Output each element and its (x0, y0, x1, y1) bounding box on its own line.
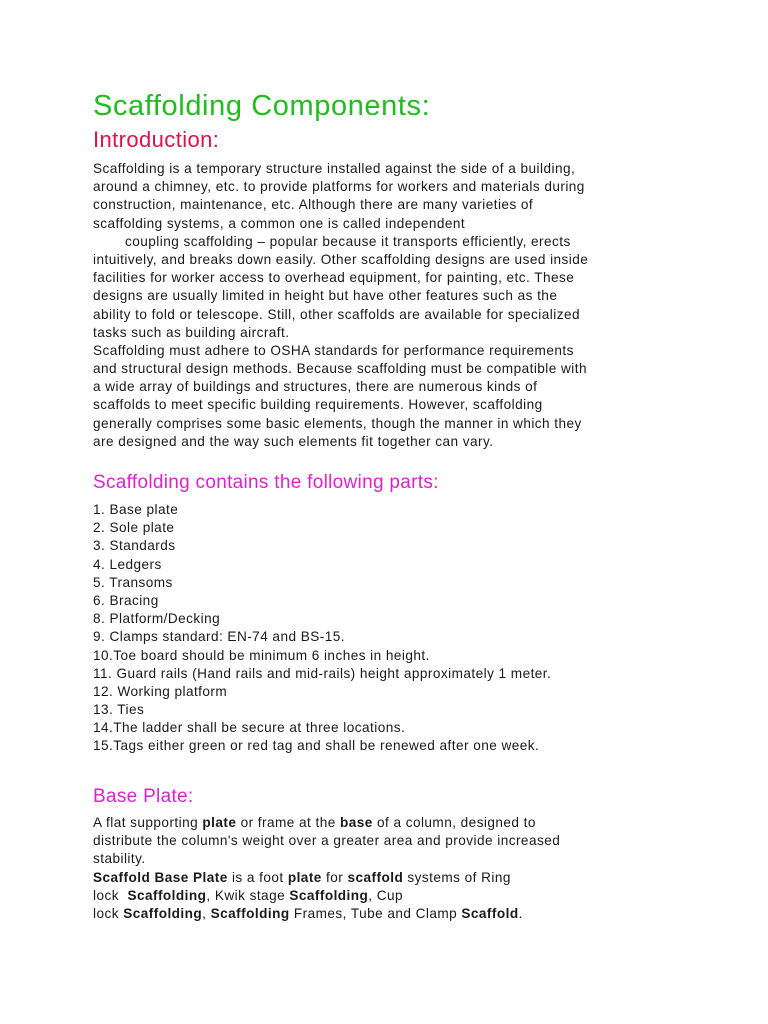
text-run: lock (93, 887, 128, 903)
list-item: 5. Transoms (93, 574, 173, 590)
intro-line: ability to fold or telescope. Still, other scaffolds are available for specialized (93, 306, 580, 322)
list-item: 3. Standards (93, 538, 176, 554)
base-plate-line (93, 887, 683, 905)
list-item: 1. Base plate (93, 502, 179, 517)
list-item: 15.Tags either green or red tag and shall be renewed after one week. (93, 738, 540, 754)
parts-list (93, 501, 683, 756)
text-run: . (518, 905, 523, 921)
text-run: lock (93, 905, 124, 921)
bold-run: Scaffolding (127, 887, 207, 903)
bold-run: plate (287, 869, 322, 885)
intro-line: scaffolds to meet specific building requirements. However, scaffolding (93, 397, 543, 413)
parts-heading: Scaffolding contains the following parts: (93, 472, 439, 493)
intro-line: designs are usually limited in height but have other features such as the (93, 288, 558, 304)
introduction-heading: Introduction: (93, 127, 220, 152)
intro-line: around a chimney, etc. to provide platforms for workers and materials during (93, 179, 585, 195)
text-run: systems of Ring (403, 869, 511, 885)
text-run: Frames, Tube and Clamp (289, 905, 462, 921)
text-run: of a column, designed to (372, 815, 536, 830)
intro-line: tasks such as building aircraft. (93, 324, 290, 340)
text-run: , Kwik stage (206, 887, 290, 903)
list-item: 8. Platform/Decking (93, 611, 221, 627)
bold-run: Scaffolding (210, 905, 290, 921)
base-plate-line: distribute the column's weight over a greater area and provide increased (93, 833, 561, 849)
list-item: 6. Bracing (93, 592, 159, 608)
bold-run: Scaffolding (123, 905, 203, 921)
list-item: 4. Ledgers (93, 556, 162, 572)
list-item: 14.The ladder shall be secure at three locations. (93, 720, 406, 736)
intro-line: a wide array of buildings and structures, there are numerous kinds of (93, 379, 538, 395)
document-title: Scaffolding Components: (93, 90, 431, 122)
bold-run: Scaffolding (289, 887, 369, 903)
intro-line: Scaffolding is a temporary structure installed against the side of a building, (93, 161, 576, 176)
list-item: 10.Toe board should be minimum 6 inches in height. (93, 647, 430, 663)
bold-run: Scaffold Base Plate (93, 869, 228, 885)
text-run: , Cup (368, 887, 404, 903)
introduction-text (93, 160, 683, 451)
list-item: 13. Ties (93, 702, 145, 718)
base-plate-line: stability. (93, 851, 146, 867)
intro-line: coupling scaffolding – popular because it transports efficiently, erects (125, 233, 571, 249)
list-item: 12. Working platform (93, 683, 228, 699)
intro-line: and structural design methods. Because scaffolding must be compatible with (93, 361, 587, 377)
base-plate-line (93, 869, 683, 887)
base-plate-heading: Base Plate: (93, 786, 194, 807)
text-run: for (321, 869, 348, 885)
intro-line: are designed and the way such elements fit together can vary. (93, 433, 494, 449)
bold-run: scaffold (347, 869, 404, 885)
bold-run: base (339, 815, 373, 830)
intro-line: Scaffolding must adhere to OSHA standards for performance requirements (93, 342, 574, 358)
text-run: , (202, 905, 211, 921)
base-plate-line (93, 905, 683, 923)
base-plate-text (93, 814, 683, 923)
bold-run: Scaffold (461, 905, 519, 921)
base-plate-line (93, 814, 683, 832)
intro-line: intuitively, and breaks down easily. Other scaffolding designs are used inside (93, 251, 589, 267)
list-item: 2. Sole plate (93, 520, 175, 536)
text-run: A flat supporting (93, 815, 203, 830)
intro-line: scaffolding systems, a common one is called independent (93, 215, 466, 231)
list-item: 9. Clamps standard: EN-74 and BS-15. (93, 629, 345, 645)
bold-run: plate (202, 815, 237, 830)
list-item: 11. Guard rails (Hand rails and mid-rails) height approximately 1 meter. (93, 665, 552, 681)
intro-line: construction, maintenance, etc. Although there are many varieties of (93, 197, 534, 213)
text-run: or frame at the (236, 815, 340, 830)
intro-line: generally comprises some basic elements, though the manner in which they (93, 415, 582, 431)
text-run: is a foot (227, 869, 288, 885)
intro-line: facilities for worker access to overhead equipment, for painting, etc. These (93, 270, 575, 286)
